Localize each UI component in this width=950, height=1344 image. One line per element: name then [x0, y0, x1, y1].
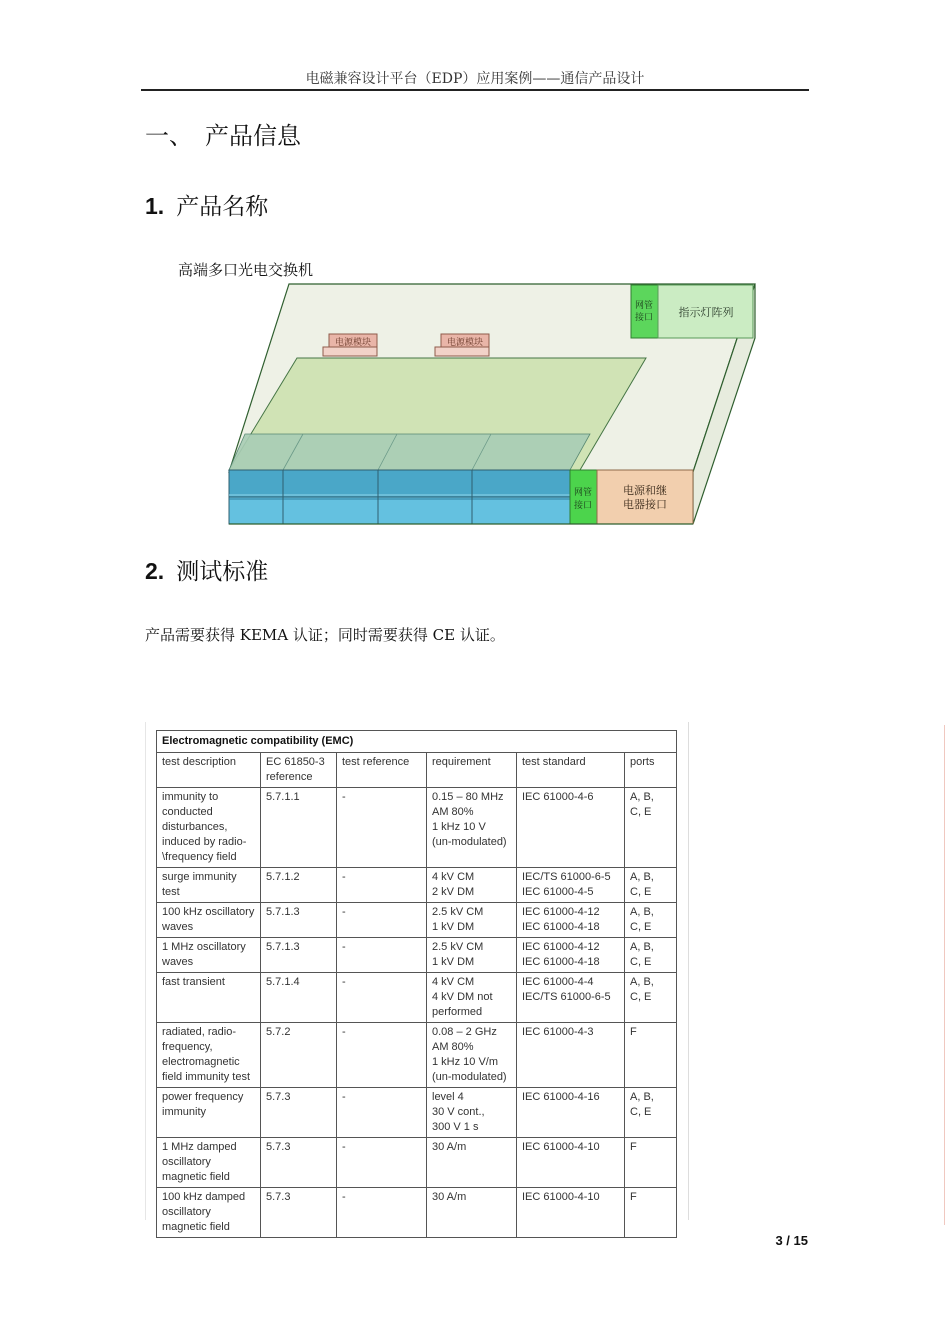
emc-header-cell: test standard: [517, 753, 625, 788]
mgmt-port-top-label-1: 网管: [634, 301, 654, 311]
table-cell-ref: 5.7.1.3: [261, 903, 337, 938]
table-cell-std: IEC 61000-4-4 IEC/TS 61000-6-5: [517, 973, 625, 1023]
table-cell-ref: 5.7.1.4: [261, 973, 337, 1023]
table-cell-req: 2.5 kV CM 1 kV DM: [427, 903, 517, 938]
table-row: [157, 788, 677, 868]
page-header: 电磁兼容设计平台（EDP）应用案例——通信产品设计: [141, 70, 809, 91]
table-cell-tref: -: [337, 1088, 427, 1138]
table-row: [157, 903, 677, 938]
table-cell-desc: 100 kHz damped oscillatory magnetic field: [157, 1188, 261, 1238]
emc-header-cell: test reference: [337, 753, 427, 788]
table-cell-ports: F: [625, 1023, 677, 1088]
power-relay-port: [597, 470, 693, 524]
margin-line: [944, 725, 945, 1225]
table-row: [157, 1138, 677, 1188]
table-cell-ports: A, B, C, E: [625, 868, 677, 903]
mgmt-port-top: [631, 285, 658, 338]
table-cell-ports: A, B, C, E: [625, 973, 677, 1023]
power-relay-label-1: 电源和继: [623, 484, 667, 497]
table-cell-ports: F: [625, 1138, 677, 1188]
subsection-heading-test-standard: [145, 553, 268, 586]
table-cell-req: 4 kV CM 2 kV DM: [427, 868, 517, 903]
page-number: 3 / 15: [775, 1233, 808, 1248]
subsection-heading-product-name: [145, 188, 268, 221]
table-cell-ref: 5.7.3: [261, 1188, 337, 1238]
table-cell-std: IEC 61000-4-10: [517, 1138, 625, 1188]
product-name-text: 高端多口光电交换机: [178, 261, 314, 279]
power-relay-label-2: 电器接口: [623, 498, 667, 511]
port-module-slab: [229, 434, 590, 470]
table-cell-desc: 1 MHz oscillatory waves: [157, 938, 261, 973]
power-module-2-label: 电源模块: [446, 338, 484, 348]
subsection-number: 1.: [145, 193, 165, 219]
table-row: [157, 1023, 677, 1088]
emc-table-title: Electromagnetic compatibility (EMC): [157, 731, 677, 753]
table-cell-std: IEC 61000-4-6: [517, 788, 625, 868]
section-heading: 一、 产品信息: [145, 122, 301, 150]
table-cell-tref: -: [337, 903, 427, 938]
table-cell-desc: 100 kHz oscillatory waves: [157, 903, 261, 938]
table-cell-ports: A, B, C, E: [625, 788, 677, 868]
emc-table-header-row: [157, 753, 677, 788]
emc-header-cell: test description: [157, 753, 261, 788]
emc-header-cell: EC 61850-3 reference: [261, 753, 337, 788]
table-cell-tref: -: [337, 868, 427, 903]
certification-text: 产品需要获得 KEMA 认证；同时需要获得 CE 认证。: [145, 626, 505, 644]
mgmt-port-top-label-2: 接口: [634, 313, 654, 323]
emc-header-cell: requirement: [427, 753, 517, 788]
table-cell-tref: -: [337, 938, 427, 973]
table-cell-ports: A, B, C, E: [625, 903, 677, 938]
table-cell-ref: 5.7.1.3: [261, 938, 337, 973]
table-cell-ref: 5.7.1.2: [261, 868, 337, 903]
table-row: [157, 973, 677, 1023]
subsection-number: 2.: [145, 558, 165, 584]
table-cell-desc: immunity to conducted disturbances, induced by radio-\frequency field: [157, 788, 261, 868]
table-cell-req: 30 A/m: [427, 1188, 517, 1238]
mgmt-port-front-label-1: 网管: [573, 488, 593, 498]
subsection-title: 产品名称: [176, 194, 269, 220]
table-cell-ref: 5.7.3: [261, 1138, 337, 1188]
product-diagram: [225, 282, 760, 532]
table-cell-ports: F: [625, 1188, 677, 1238]
table-cell-std: IEC 61000-4-12 IEC 61000-4-18: [517, 938, 625, 973]
table-cell-ports: A, B, C, E: [625, 1088, 677, 1138]
table-cell-req: 2.5 kV CM 1 kV DM: [427, 938, 517, 973]
table-row: [157, 1188, 677, 1238]
subsection-title: 测试标准: [176, 559, 269, 585]
table-cell-desc: surge immunity test: [157, 868, 261, 903]
table-cell-std: IEC 61000-4-16: [517, 1088, 625, 1138]
port-row-lower: [229, 497, 570, 524]
table-cell-desc: fast transient: [157, 973, 261, 1023]
power-module-1-label: 电源模块: [334, 338, 372, 348]
table-row: [157, 938, 677, 973]
table-cell-desc: radiated, radio-frequency, electromagnetic field immunity test: [157, 1023, 261, 1088]
table-cell-std: IEC/TS 61000-6-5 IEC 61000-4-5: [517, 868, 625, 903]
table-cell-req: 30 A/m: [427, 1138, 517, 1188]
table-cell-desc: 1 MHz damped oscillatory magnetic field: [157, 1138, 261, 1188]
table-cell-std: IEC 61000-4-3: [517, 1023, 625, 1088]
led-array-label: 指示灯阵列: [678, 306, 734, 319]
table-cell-tref: -: [337, 1138, 427, 1188]
mgmt-port-front-label-2: 接口: [573, 501, 593, 511]
table-cell-ref: 5.7.3: [261, 1088, 337, 1138]
table-cell-std: IEC 61000-4-10: [517, 1188, 625, 1238]
emc-table-figure: [145, 722, 689, 1233]
table-cell-req: 0.15 – 80 MHz AM 80% 1 kHz 10 V (un-modulated): [427, 788, 517, 868]
power-module-2-base: [435, 347, 489, 356]
table-cell-tref: -: [337, 1023, 427, 1088]
port-row-upper: [229, 470, 570, 497]
table-row: [157, 868, 677, 903]
table-cell-req: 4 kV CM 4 kV DM not performed: [427, 973, 517, 1023]
emc-header-cell: ports: [625, 753, 677, 788]
table-cell-req: level 4 30 V cont., 300 V 1 s: [427, 1088, 517, 1138]
table-cell-ref: 5.7.2: [261, 1023, 337, 1088]
emc-table: [156, 730, 677, 1238]
table-cell-tref: -: [337, 788, 427, 868]
table-cell-std: IEC 61000-4-12 IEC 61000-4-18: [517, 903, 625, 938]
power-module-1-base: [323, 347, 377, 356]
table-row: [157, 1088, 677, 1138]
table-cell-ports: A, B, C, E: [625, 938, 677, 973]
table-cell-ref: 5.7.1.1: [261, 788, 337, 868]
table-cell-req: 0.08 – 2 GHz AM 80% 1 kHz 10 V/m (un-modulated): [427, 1023, 517, 1088]
table-cell-tref: -: [337, 1188, 427, 1238]
table-cell-desc: power frequency immunity: [157, 1088, 261, 1138]
table-cell-tref: -: [337, 973, 427, 1023]
